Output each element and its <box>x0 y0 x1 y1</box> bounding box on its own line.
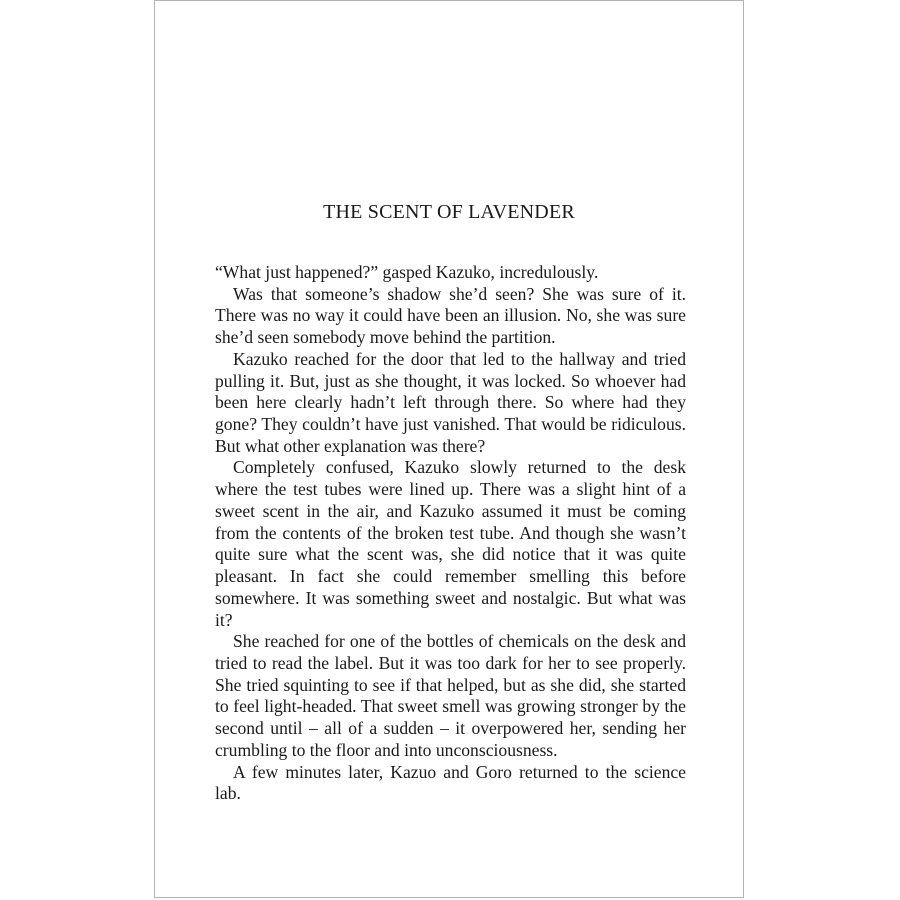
paragraph: She reached for one of the bottles of chemicals on the desk and tried to read the label. But it was too dark for her to see properly. She tried squinting to see if that helped, but as she did, she started to feel light-headed. That sweet smell was growing stronger by the second until – all of a sudden – it overpowered her, sending her crumbling to the floor and into unconsciousness. <box>215 631 686 760</box>
paragraph: A few minutes later, Kazuo and Goro returned to the science lab. <box>215 761 686 804</box>
book-page <box>154 0 744 898</box>
paragraph: “What just happened?” gasped Kazuko, incredulously. <box>215 262 599 282</box>
paragraph: Was that someone’s shadow she’d seen? She was sure of it. There was no way it could have been an illusion. No, she was sure she’d seen somebody move behind the partition. <box>215 283 686 348</box>
paragraph: Completely confused, Kazuko slowly returned to the desk where the test tubes were lined up. There was a slight hint of a sweet scent in the air, and Kazuko assumed it must be coming from the contents of the broken test tube. And though she wasn’t quite sure what the scent was, she did notice that it was quite pleasant. In fact she could remember smelling this before somewhere. It was something sweet and nostalgic. But what was it? <box>215 457 686 630</box>
chapter-body <box>215 262 686 805</box>
paragraph: Kazuko reached for the door that led to the hallway and tried pulling it. But, just as she thought, it was locked. So whoever had been here clearly hadn’t left through there. So where had they gone? They couldn’t have just vanished. That would be ridiculous. But what other explanation was there? <box>215 348 686 456</box>
chapter-title: THE SCENT OF LAVENDER <box>323 201 575 223</box>
